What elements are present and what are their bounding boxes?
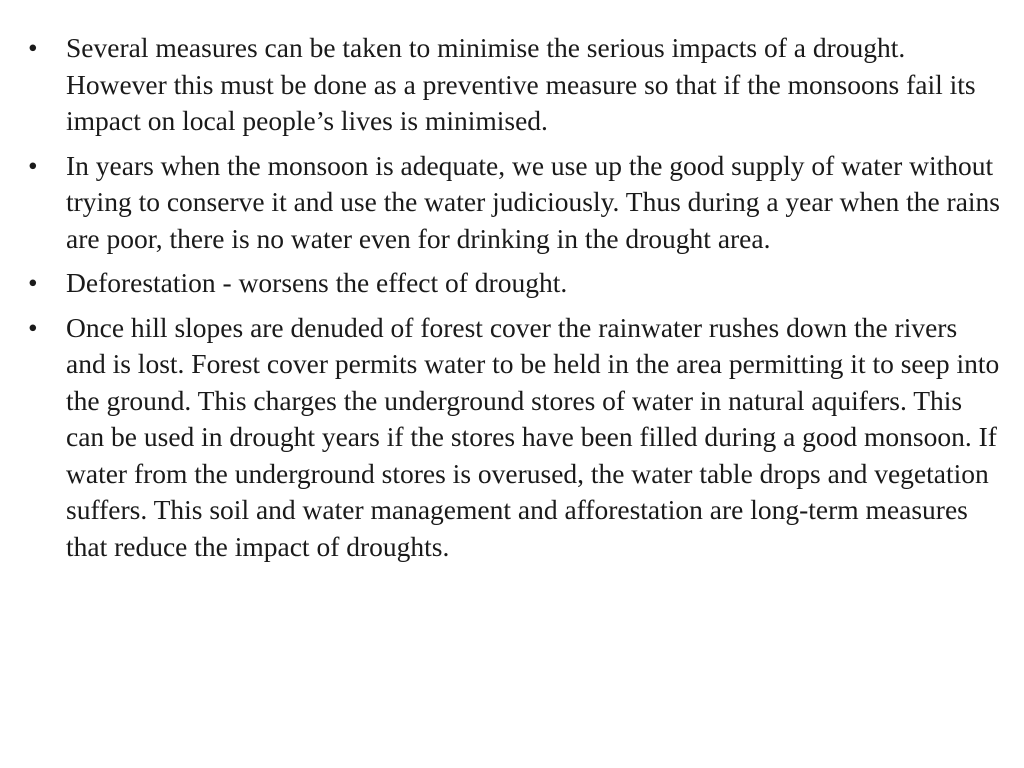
bullet-text: In years when the monsoon is adequate, we use up the good supply of water without trying to conserve it and use the water judiciously. Thus during a year when the rains are poor, there is no water even for drinking in the drought area. — [66, 149, 1000, 254]
bullet-item — [26, 265, 1001, 302]
bullet-dot-icon: • — [28, 311, 38, 343]
bullet-text: Several measures can be taken to minimise the serious impacts of a drought. However this must be done as a preventive measure so that if the monsoons fail its impact on local people’s lives is minimised. — [66, 32, 976, 136]
bullet-dot-icon: • — [28, 267, 38, 298]
bullet-dot-icon: • — [28, 32, 38, 63]
bullet-text: Deforestation - worsens the effect of drought. — [66, 267, 568, 298]
bullet-item — [26, 30, 1001, 140]
bullet-item — [26, 310, 1001, 566]
bullet-list — [26, 30, 1001, 573]
bullet-dot-icon: • — [28, 149, 38, 181]
bullet-item — [26, 148, 1001, 258]
bullet-text: Once hill slopes are denuded of forest cover the rainwater rushes down the rivers and is lost. Forest cover permits water to be held in the area permitting it to seep into the ground. This charges the underground stores of water in natural aquifers. This can be used in drought years if the stores have been filled during a good monsoon. If water from the underground stores is overused, the water table drops and vegetation suffers. This soil and water management and afforestation are long-term measures that reduce the impact of droughts. — [66, 311, 1000, 562]
